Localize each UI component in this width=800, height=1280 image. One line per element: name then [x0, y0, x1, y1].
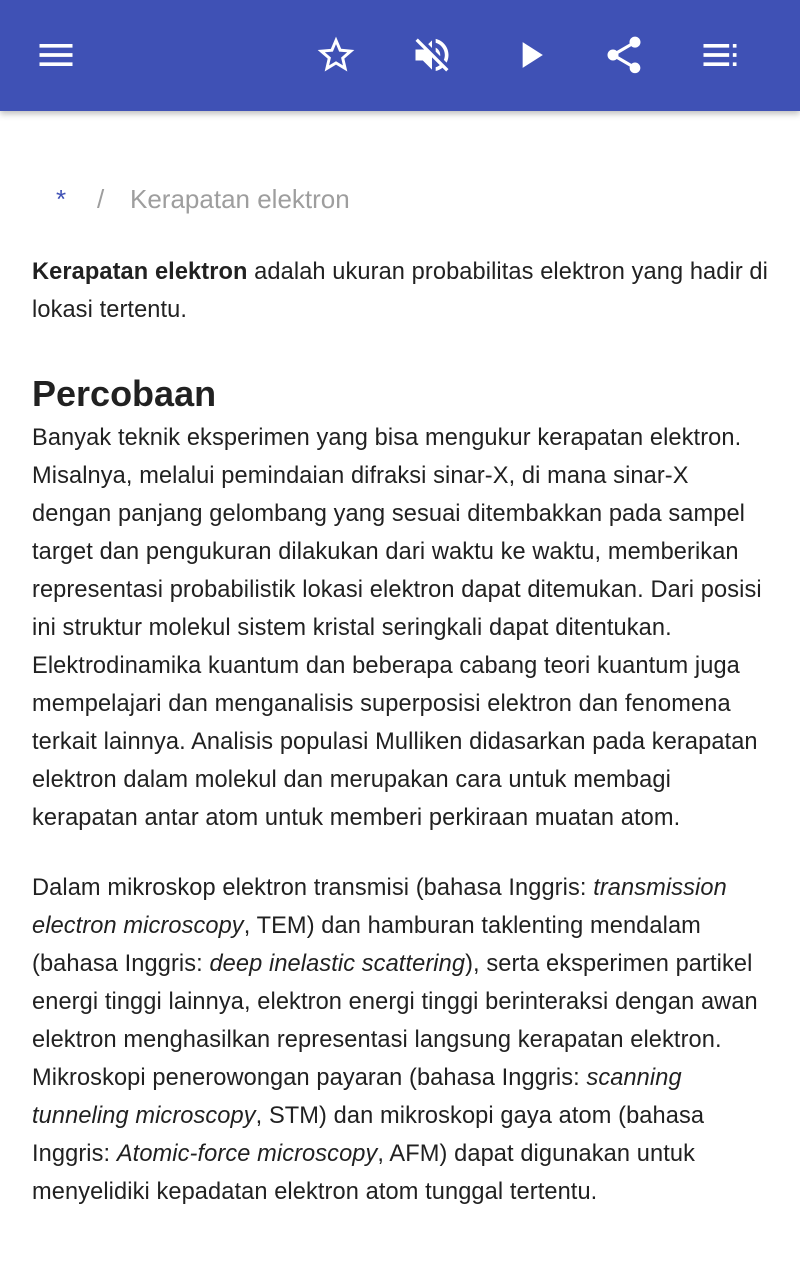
breadcrumb-separator: / [97, 183, 105, 214]
volume-off-icon[interactable] [408, 31, 456, 79]
menu-icon[interactable] [32, 31, 80, 79]
article-content [32, 111, 772, 1211]
para2-text-5: , AFM) dapat digunakan untuk menyelidiki kepadatan elektron atom tunggal tertentu. [32, 1141, 695, 1205]
para2-text-1: Dalam mikroskop elektron transmisi (bahasa Inggris: [32, 875, 594, 901]
intro-text: adalah ukuran probabilitas elektron yang hadir di lokasi tertentu. [32, 259, 768, 323]
para2-text-4: , STM) dan mikroskopi gaya atom (bahasa Inggris: [32, 1103, 705, 1167]
para2-italic-1: transmission electron microscopy [32, 875, 727, 939]
list-icon[interactable] [696, 31, 744, 79]
star-outline-icon[interactable] [312, 31, 360, 79]
play-icon[interactable] [506, 31, 554, 79]
para2-text-3: ), serta eksperimen partikel energi tinggi lainnya, elektron energi tinggi berinteraksi dengan awan elektron menghasilkan representasi langsung kerapatan elektron. Mikroskopi penerowongan payaran (bahasa Inggris: [32, 951, 758, 1091]
app-bar [0, 0, 800, 111]
breadcrumb [32, 181, 772, 217]
para2-italic-4: Atomic-force microscopy [116, 1141, 378, 1167]
intro-paragraph [32, 253, 772, 329]
paragraph-1: Banyak teknik eksperimen yang bisa mengukur kerapatan elektron. Misalnya, melalui pemindaian difraksi sinar-X, di mana sinar-X dengan panjang gelombang yang sesuai ditembakkan pada sampel target dan pengukuran dilakukan dari waktu ke waktu, memberikan representasi probabilistik lokasi elektron dapat ditemukan. Dari posisi ini struktur molekul sistem kristal seringkali dapat ditentukan. Elektrodinamika kuantum dan beberapa cabang teori kuantum juga mempelajari dan menganalisis superposisi elektron dan fenomena terkait lainnya. Analisis populasi Mulliken didasarkan pada kerapatan elektron dalam molekul dan merupakan cara untuk membagi kerapatan antar atom untuk memberi perkiraan muatan atom. [32, 425, 762, 831]
section-title: Percobaan [32, 373, 217, 414]
intro-term: Kerapatan elektron [32, 259, 248, 285]
breadcrumb-home-link[interactable]: * [56, 183, 67, 214]
breadcrumb-current: Kerapatan elektron [130, 183, 350, 214]
para2-italic-3: scanning tunneling microscopy [32, 1065, 682, 1129]
paragraph-2 [32, 869, 772, 1211]
share-icon[interactable] [600, 31, 648, 79]
para2-italic-2: deep inelastic scattering [209, 951, 466, 977]
para2-text-2: , TEM) dan hamburan taklenting mendalam (bahasa Inggris: [32, 913, 701, 977]
